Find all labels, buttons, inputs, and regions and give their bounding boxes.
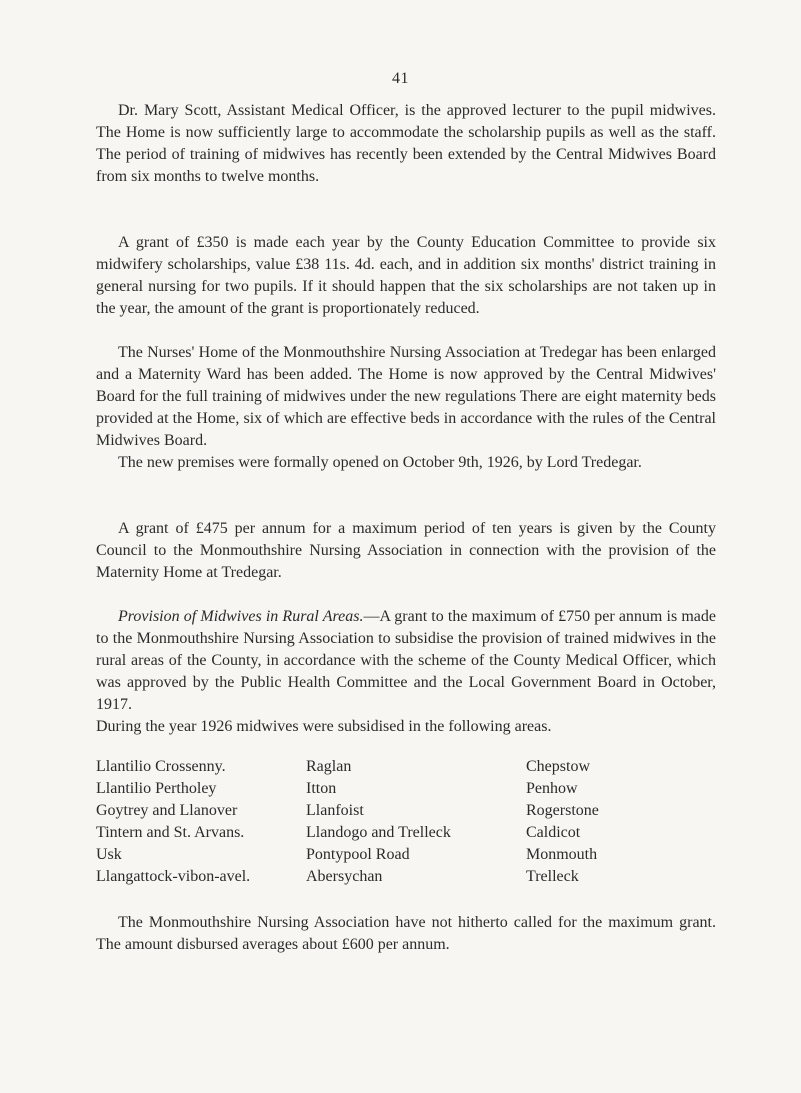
paragraph-scholarship-grant: A grant of £350 is made each year by the County Education Committee to provide six midwifery scholarships, value £38 11s. 4d. each, and in addition six months' district training in general nursing for two pupils. If it should happen that the six scholarships are not taken up in the year, the amount of the grant is proportionately reduced. (96, 234, 716, 317)
paragraph-nurses-home: The Nurses' Home of the Monmouthshire Nursing Association at Tredegar has been enlarged and a Maternity Ward has been added. The Home is now approved by the Central Midwives' Board for the full training of midwives under the new regulations There are eight maternity beds provided at the Home, six of which are effective beds in accordance with the rules of the Central Midwives Board. (96, 344, 716, 449)
area-item: Llangattock-vibon-avel. (96, 868, 251, 885)
paragraph-maximum-grant: The Monmouthshire Nursing Association have not hitherto called for the maximum grant. The amount disbursed averages about £600 per annum. (96, 914, 716, 953)
areas-column-3 (526, 756, 736, 888)
area-item: Caldicot (526, 824, 581, 841)
area-item: Monmouth (526, 846, 598, 863)
paragraph-maternity-grant: A grant of £475 per annum for a maximum period of ten years is given by the County Council to the Monmouthshire Nursing Association in connection with the provision of the Maternity Home at Tredegar. (96, 520, 716, 581)
area-item: Goytrey and Llanover (96, 802, 238, 819)
area-item: Usk (96, 846, 122, 863)
paragraph-lecturer: Dr. Mary Scott, Assistant Medical Officer, is the approved lecturer to the pupil midwives. The Home is now sufficiently large to accommodate the scholarship pupils as well as the staff. The period of training of midwives has recently been extended by the Central Midwives Board from six months to twelve months. (96, 102, 716, 185)
area-item: Llanfoist (306, 802, 364, 819)
area-item: Penhow (526, 780, 578, 797)
area-item: Tintern and St. Arvans. (96, 824, 245, 841)
area-item: Rogerstone (526, 802, 599, 819)
page-number: 41 (392, 70, 409, 87)
paragraph-new-premises: The new premises were formally opened on October 9th, 1926, by Lord Tredegar. (118, 454, 642, 471)
area-item: Trelleck (526, 868, 579, 885)
area-item: Chepstow (526, 758, 590, 775)
paragraph-subsidised-intro: During the year 1926 midwives were subsidised in the following areas. (96, 718, 552, 735)
subsidised-areas-list (96, 756, 736, 888)
area-item: Pontypool Road (306, 846, 410, 863)
rural-provision-body: —A grant to the maximum of £750 per annum is made to the Monmouthshire Nursing Association to subsidise the provision of trained midwives in the rural areas of the County, in accordance with the scheme of the County Medical Officer, which was approved by the Public Health Committee and the Local Government Board in October, 1917. (96, 608, 716, 713)
area-item: Llantilio Crossenny. (96, 758, 226, 775)
paragraph-rural-provision (96, 606, 716, 716)
area-item: Llantilio Pertholey (96, 780, 217, 797)
area-item: Raglan (306, 758, 352, 775)
section-heading-rural-areas: Provision of Midwives in Rural Areas. (118, 608, 364, 625)
area-item: Llandogo and Trelleck (306, 824, 451, 841)
areas-column-1 (96, 756, 306, 888)
area-item: Itton (306, 780, 337, 797)
area-item: Abersychan (306, 868, 383, 885)
areas-column-2 (306, 756, 526, 888)
